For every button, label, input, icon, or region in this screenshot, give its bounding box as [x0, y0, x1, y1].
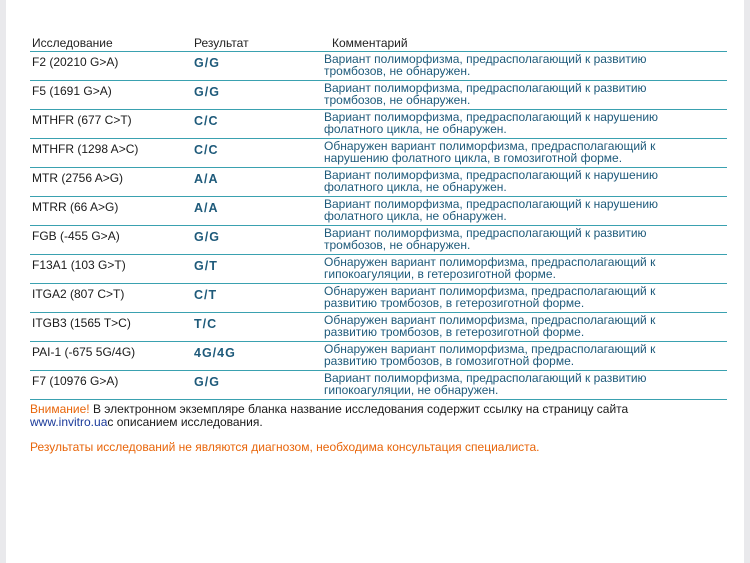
study-name[interactable]: MTRR (66 A>G) — [32, 200, 119, 214]
warning-label: Внимание! — [30, 402, 90, 416]
genotype-result: A/A — [194, 172, 219, 186]
comment-line-2: фолатного цикла, не обнаружен. — [324, 209, 507, 223]
table-row — [30, 139, 727, 168]
comment-line-2: фолатного цикла, не обнаружен. — [324, 122, 507, 136]
study-name[interactable]: ITGB3 (1565 T>C) — [32, 316, 131, 330]
table-row — [30, 197, 727, 226]
header-result: Результат — [194, 36, 249, 50]
comment-line-1: Вариант полиморфизма, предрасполагающий к нарушению — [324, 110, 659, 124]
genotype-result: G/G — [194, 56, 220, 70]
comment-line-2: гипокоагуляции, не обнаружен. — [324, 383, 499, 397]
study-name[interactable]: F5 (1691 G>A) — [32, 84, 112, 98]
genotype-result: A/A — [194, 201, 219, 215]
comment — [324, 111, 724, 135]
comment-line-1: Обнаружен вариант полиморфизма, предрасполагающий к — [324, 284, 656, 298]
comment — [324, 198, 724, 222]
warning-note — [30, 403, 730, 429]
genotype-result: T/C — [194, 317, 218, 331]
comment-line-1: Вариант полиморфизма, предрасполагающий к развитию — [324, 226, 647, 240]
invitro-link[interactable]: www.invitro.ua — [30, 415, 108, 429]
comment-line-1: Вариант полиморфизма, предрасполагающий к развитию — [324, 52, 647, 66]
warning-text: В электронном экземпляре бланка название исследования содержит ссылку на страницу сайта — [89, 402, 629, 416]
comment-line-1: Обнаружен вариант полиморфизма, предрасполагающий к — [324, 313, 656, 327]
table-row — [30, 168, 727, 197]
comment-line-2: развитию тромбозов, в гетерозиготной форме. — [324, 296, 585, 310]
comment-line-2: фолатного цикла, не обнаружен. — [324, 180, 507, 194]
comment — [324, 285, 724, 309]
table-row — [30, 81, 727, 110]
table-row — [30, 371, 727, 400]
table-row — [30, 342, 727, 371]
table-row — [30, 313, 727, 342]
comment-line-2: тромбозов, не обнаружен. — [324, 64, 471, 78]
genotype-result: C/C — [194, 143, 219, 157]
comment — [324, 53, 724, 77]
study-name[interactable]: MTHFR (677 C>T) — [32, 113, 132, 127]
comment — [324, 314, 724, 338]
table-row — [30, 226, 727, 255]
comment-line-1: Вариант полиморфизма, предрасполагающий к нарушению — [324, 168, 659, 182]
comment-line-1: Обнаружен вариант полиморфизма, предрасполагающий к — [324, 255, 656, 269]
table-header — [30, 34, 727, 52]
comment-line-2: тромбозов, не обнаружен. — [324, 238, 471, 252]
genotype-result: G/T — [194, 259, 218, 273]
study-name[interactable]: ITGA2 (807 C>T) — [32, 287, 125, 301]
comment — [324, 140, 724, 164]
table-body — [30, 52, 727, 400]
comment-line-1: Вариант полиморфизма, предрасполагающий к развитию — [324, 81, 647, 95]
genotype-result: G/G — [194, 375, 220, 389]
link-suffix: с описанием исследования. — [107, 415, 263, 429]
study-name[interactable]: F2 (20210 G>A) — [32, 55, 119, 69]
comment — [324, 343, 724, 367]
genotype-result: C/T — [194, 288, 218, 302]
table-row — [30, 284, 727, 313]
comment — [324, 82, 724, 106]
table-row — [30, 110, 727, 139]
genotype-result: G/G — [194, 230, 220, 244]
table-row — [30, 52, 727, 81]
study-name[interactable]: MTR (2756 A>G) — [32, 171, 124, 185]
comment-line-1: Обнаружен вариант полиморфизма, предрасполагающий к — [324, 342, 656, 356]
comment-line-2: тромбозов, не обнаружен. — [324, 93, 471, 107]
disclaimer: Результаты исследований не являются диагнозом, необходима консультация специалиста. — [30, 440, 540, 454]
genotype-result: C/C — [194, 114, 219, 128]
study-name[interactable]: FGB (-455 G>A) — [32, 229, 120, 243]
comment-line-2: развитию тромбозов, в гетерозиготной форме. — [324, 325, 585, 339]
comment — [324, 169, 724, 193]
study-name[interactable]: MTHFR (1298 A>C) — [32, 142, 139, 156]
header-study: Исследование — [32, 36, 113, 50]
comment-line-2: гипокоагуляции, в гетерозиготной форме. — [324, 267, 556, 281]
comment — [324, 227, 724, 251]
table-row — [30, 255, 727, 284]
genotype-result: 4G/4G — [194, 346, 236, 360]
comment-line-1: Вариант полиморфизма, предрасполагающий к развитию — [324, 371, 647, 385]
comment-line-2: нарушению фолатного цикла, в гомозиготной форме. — [324, 151, 623, 165]
results-table — [30, 34, 727, 400]
comment-line-1: Вариант полиморфизма, предрасполагающий к нарушению — [324, 197, 659, 211]
comment-line-2: развитию тромбозов, в гомозиготной форме. — [324, 354, 575, 368]
study-name[interactable]: F13A1 (103 G>T) — [32, 258, 126, 272]
comment — [324, 372, 724, 396]
report-page — [6, 0, 744, 563]
header-comment: Комментарий — [332, 36, 408, 50]
genotype-result: G/G — [194, 85, 220, 99]
study-name[interactable]: F7 (10976 G>A) — [32, 374, 119, 388]
comment-line-1: Обнаружен вариант полиморфизма, предрасполагающий к — [324, 139, 656, 153]
comment — [324, 256, 724, 280]
study-name[interactable]: PAI-1 (-675 5G/4G) — [32, 345, 136, 359]
